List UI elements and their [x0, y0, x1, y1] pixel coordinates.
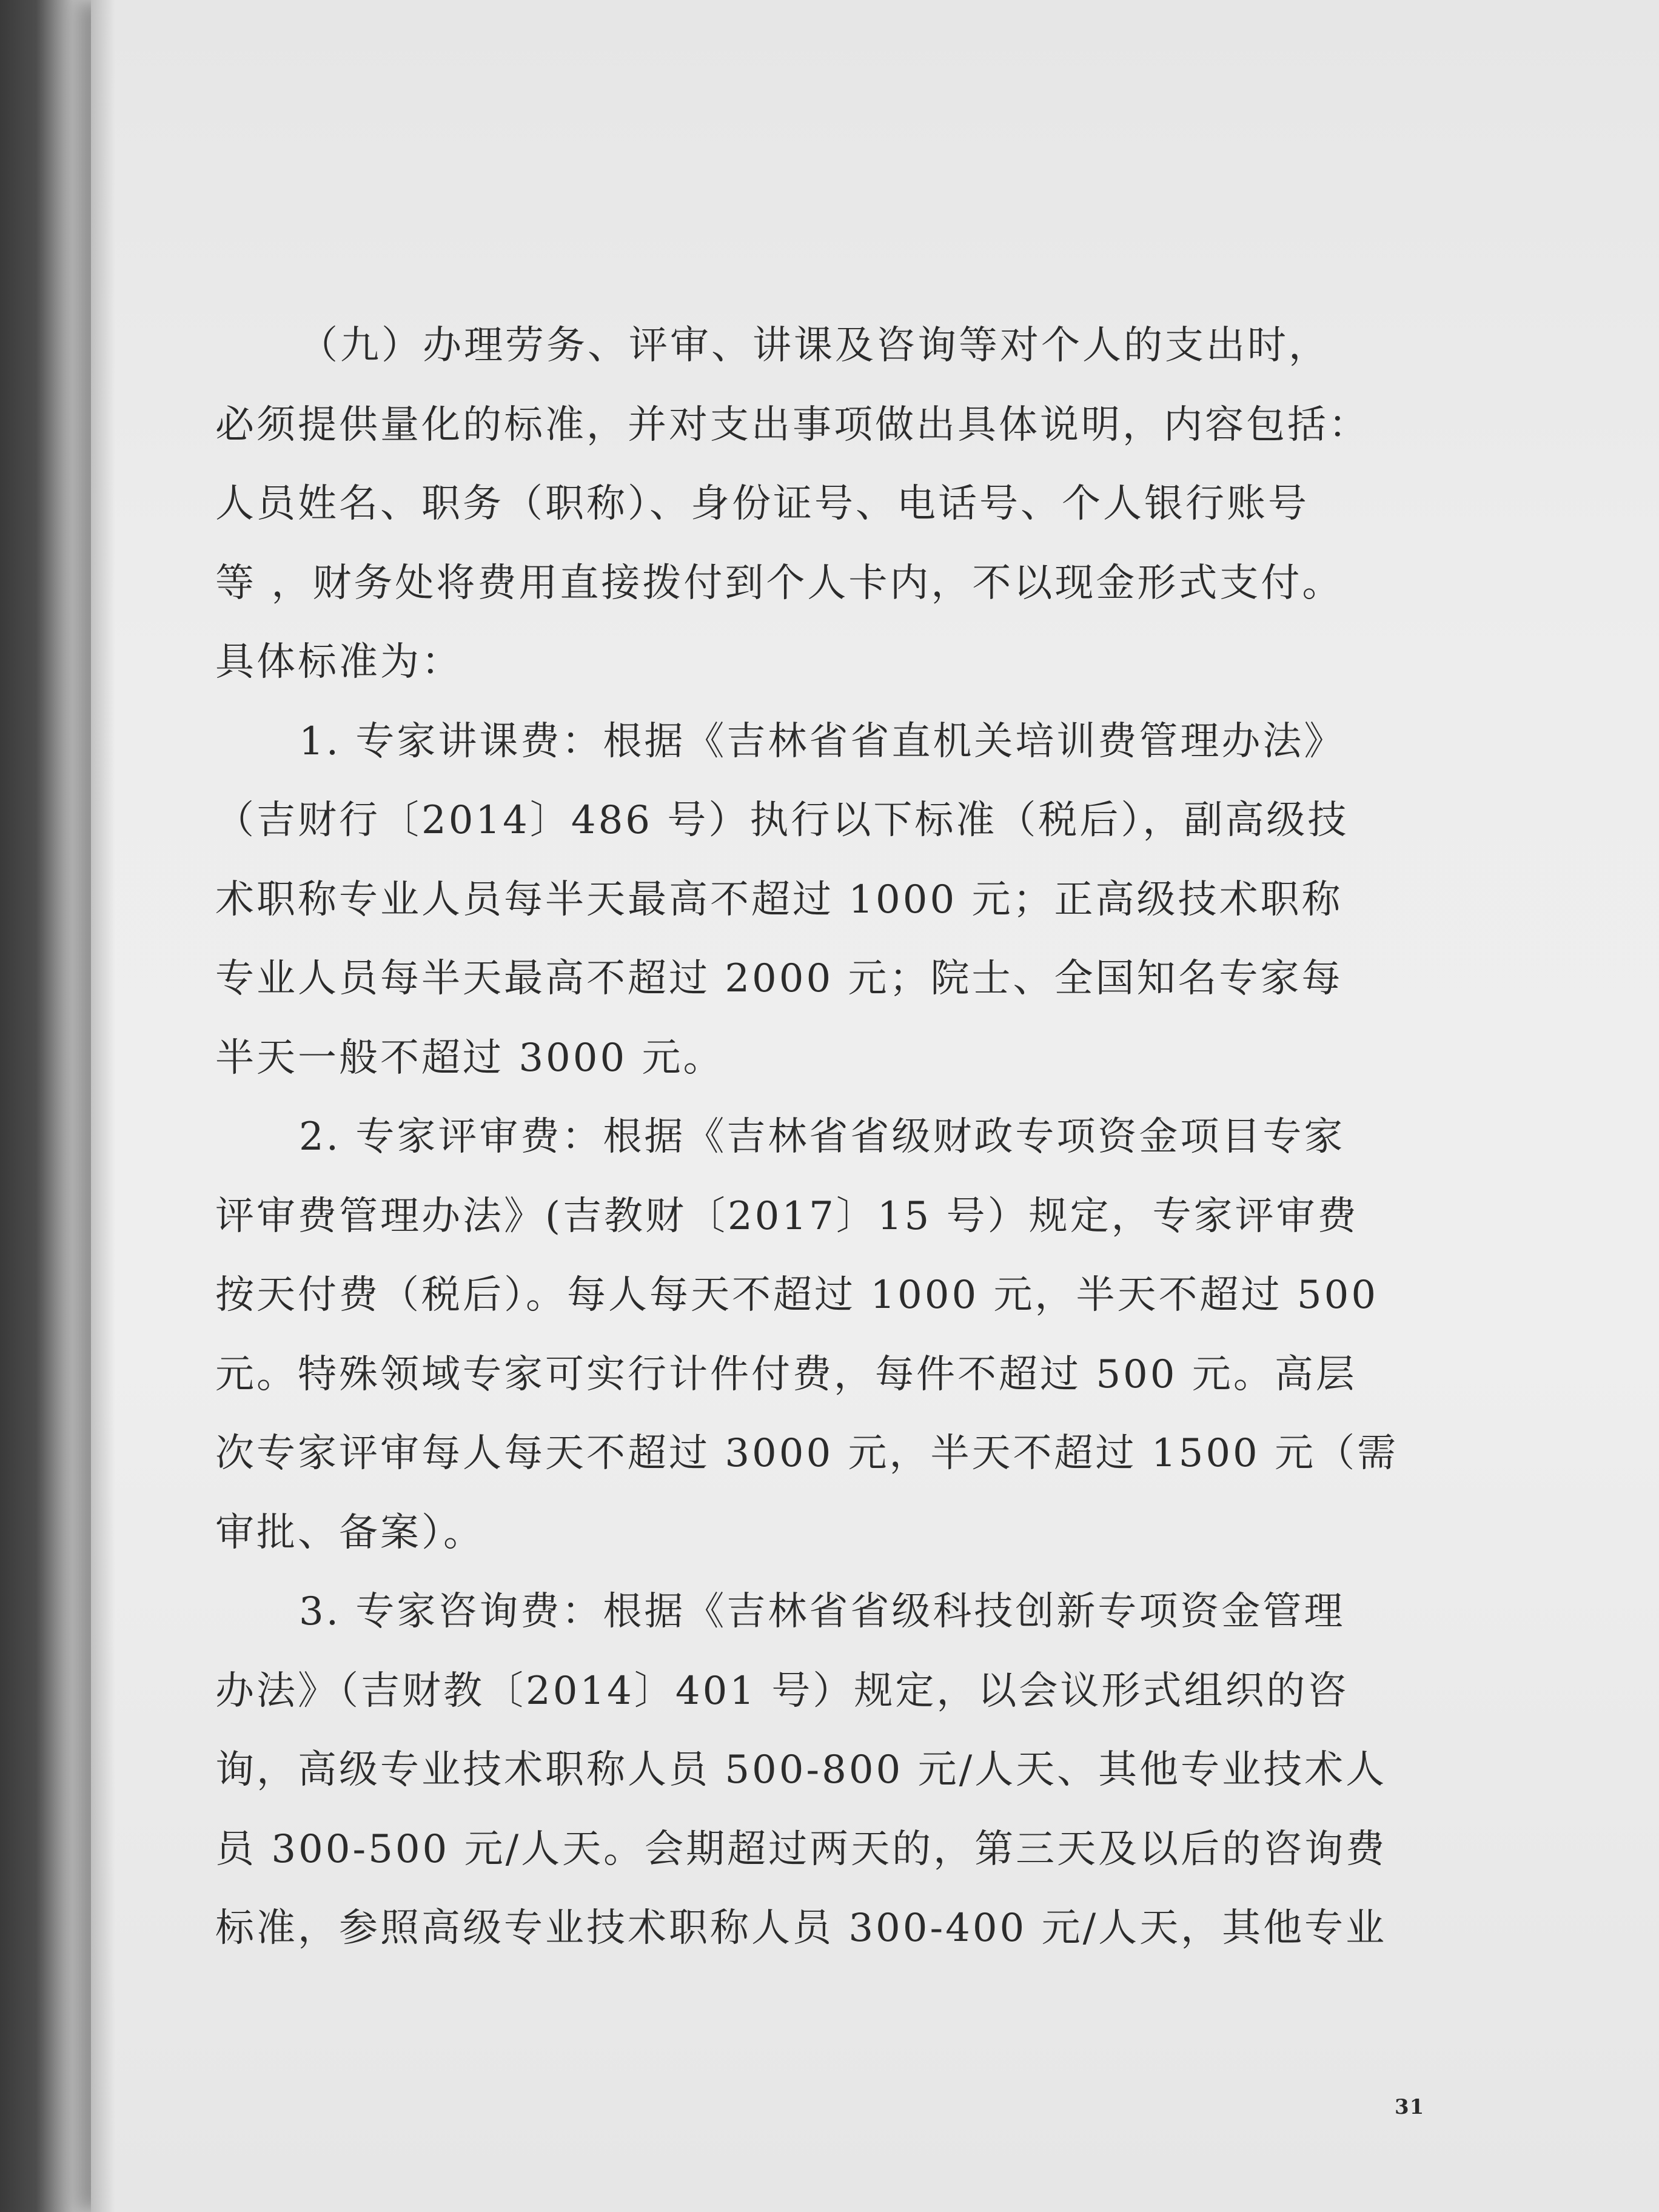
page-number: 31 [1395, 2095, 1425, 2119]
paragraph-9-line-3: 人员姓名、职务（职称）、身份证号、电话号、个人银行账号 [215, 481, 1309, 526]
item-1-line-5: 半天一般不超过 3000 元。 [215, 1035, 725, 1081]
item-1-line-2: （吉财行〔2014〕486 号）执行以下标准（税后），副高级技 [215, 798, 1349, 843]
page-shadow-edge [91, 0, 115, 2212]
item-2-line-2: 评审费管理办法》(吉教财〔2017〕15 号）规定，专家评审费 [215, 1193, 1359, 1239]
paragraph-9-line-2: 必须提供量化的标准，并对支出事项做出具体说明，内容包括： [215, 402, 1370, 447]
item-2-line-4: 元。特殊领域专家可实行计件付费，每件不超过 500 元。高层 [215, 1352, 1357, 1397]
item-3-line-1: 3. 专家咨询费：根据《吉林省省级科技创新专项资金管理 [299, 1589, 1346, 1634]
paragraph-9-line-5: 具体标准为： [215, 640, 463, 685]
item-2-line-1: 2. 专家评审费：根据《吉林省省级财政专项资金项目专家 [299, 1114, 1346, 1159]
item-3-line-5: 标准，参照高级专业技术职称人员 300-400 元/人天，其他专业 [215, 1906, 1387, 1951]
item-3-line-2: 办法》（吉财教〔2014〕401 号）规定，以会议形式组织的咨 [215, 1668, 1349, 1714]
document-body [215, 306, 1476, 1968]
item-2-line-6: 审批、备案）。 [215, 1510, 484, 1555]
item-1-line-3: 术职称专业人员每半天最高不超过 1000 元；正高级技术职称 [215, 877, 1343, 922]
paragraph-9-line-1: （九）办理劳务、评审、讲课及咨询等对个人的支出时， [299, 323, 1330, 368]
item-2-line-3: 按天付费（税后）。每人每天不超过 1000 元，半天不超过 500 [215, 1273, 1379, 1318]
item-2-line-5: 次专家评审每人每天不超过 3000 元，半天不超过 1500 元（需 [215, 1431, 1399, 1476]
item-3-line-4: 员 300-500 元/人天。会期超过两天的，第三天及以后的咨询费 [215, 1826, 1387, 1872]
item-1-line-1: 1. 专家讲课费：根据《吉林省省直机关培训费管理办法》 [299, 719, 1346, 764]
paragraph-9-line-4: 等 ，财务处将费用直接拨付到个人卡内，不以现金形式支付。 [215, 560, 1344, 606]
item-1-line-4: 专业人员每半天最高不超过 2000 元；院士、全国知名专家每 [215, 956, 1343, 1001]
item-3-line-3: 询，高级专业技术职称人员 500-800 元/人天、其他专业技术人 [215, 1748, 1387, 1792]
